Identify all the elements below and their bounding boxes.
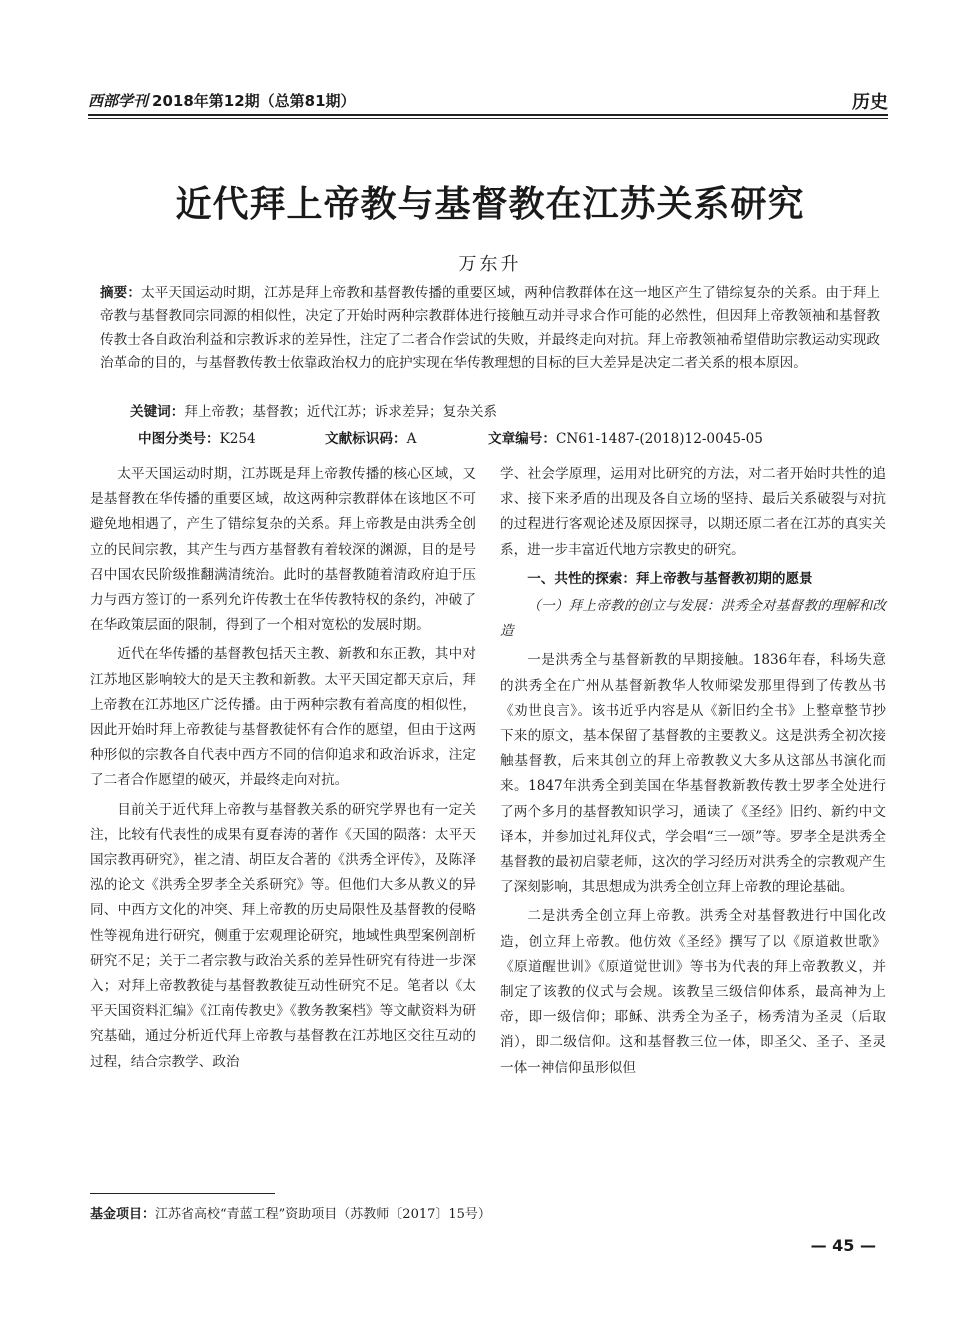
keywords-label: 关键词：	[130, 404, 185, 420]
body-right-column	[500, 462, 886, 1085]
section-heading: 一、共性的探索：拜上帝教与基督教初期的愿景	[527, 570, 813, 587]
body-paragraph: 一是洪秀全与基督新教的早期接触。1836年春，科场失意的洪秀全在广州从基督新教华人牧师梁发那里得到了传教丛书《劝世良言》。该书近乎内容是从《新旧约全书》上整章整节抄下来的原文，基本保留了基督教的主要教义。这是洪秀全初次接触基督教，后来其创立的拜上帝教教义大多从这部丛书演化而来。1847年洪秀全到美国在华基督教新教传教士罗孝全处进行了两个多月的基督教知识学习，通读了《圣经》旧约、新约中文译本，并参加过礼拜仪式，学会唱“三一颂”等。罗孝全是洪秀全基督教的最初启蒙老师，这次的学习经历对洪秀全的宗教观产生了深刻影响，其思想成为洪秀全创立拜上帝教的理论基础。	[500, 652, 886, 896]
abstract	[100, 282, 880, 375]
journal-name: 西部学刊	[88, 92, 149, 110]
running-header	[88, 84, 888, 116]
header-rule-thin	[88, 118, 888, 119]
article-author: 万东升	[458, 254, 522, 275]
doc-code-value: A	[406, 431, 417, 447]
clc-label: 中图分类号：	[138, 431, 220, 447]
body-paragraph: 二是洪秀全创立拜上帝教。洪秀全对基督教进行中国化改造，创立拜上帝教。他仿效《圣经》撰写了以《原道救世歌》《原道醒世训》《原道觉世训》等书为代表的拜上帝教教义，并制定了该教的仪式与会规。该教呈三级信仰体系，最高神为上帝，即一级信仰；耶稣、洪秀全为圣子，杨秀清为圣灵（后取消），即二级信仰。这和基督教三位一体，即圣父、圣子、圣灵一体一神信仰虽形似但	[500, 908, 886, 1076]
body-paragraph: 太平天国运动时期，江苏既是拜上帝教传播的核心区域，又是基督教在华传播的重要区域，故这两种宗教群体在该地区不可避免地相遇了，产生了错综复杂的关系。拜上帝教是由洪秀全创立的民间宗教，其产生与西方基督教有着较深的渊源，目的是号召中国农民阶级推翻满清统治。此时的基督教随着清政府迫于压力与西方签订的一系列允许传教士在华传教特权的条约，冲破了在华政策层面的限制，得到了一个相对宽松的发展时期。	[90, 466, 476, 634]
abstract-label: 摘要：	[100, 285, 142, 301]
page-number: — 45 —	[810, 1236, 876, 1255]
header-rule	[88, 114, 888, 116]
body-paragraph: 目前关于近代拜上帝教与基督教关系的研究学界也有一定关注，比较有代表性的成果有夏春涛的著作《天国的陨落：太平天国宗教再研究》，崔之清、胡臣友合著的《洪秀全评传》，及陈泽泓的论文《洪秀全罗孝全关系研究》等。但他们大多从教义的异同、中西方文化的冲突、拜上帝教的历史局限性及基督教的侵略性等视角进行研究，侧重于宏观理论研究，地域性典型案例剖析研究不足；关于二者宗教与政治关系的差异性研究有待进一步深入；对拜上帝教教徒与基督教教徒互动性研究不足。笔者以《太平天国资料汇编》《江南传教史》《教务教案档》等文献资料为研究基础，通过分析近代拜上帝教与基督教在江苏地区交往互动的过程，结合宗教学、政治	[90, 801, 476, 1070]
section-label: 历史	[852, 92, 888, 113]
article-number	[488, 427, 763, 447]
keywords	[130, 400, 497, 420]
journal-info	[88, 90, 356, 111]
keywords-text: 拜上帝教；基督教；近代江苏；诉求差异；复杂关系	[184, 404, 498, 420]
article-no-label: 文章编号：	[488, 431, 556, 447]
body-paragraph-continued: 学、社会学原理，运用对比研究的方法，对二者开始时共性的追求、接下来矛盾的出现及各自立场的坚持、最后关系破裂与对抗的过程进行客观论述及原因探寻，以期还原二者在江苏的真实关系，进一步丰富近代地方宗教史的研究。	[500, 466, 886, 558]
body-left-column	[90, 462, 476, 1079]
article-title: 近代拜上帝教与基督教在江苏关系研究	[175, 184, 805, 225]
footnote-text: 江苏省高校“青蓝工程”资助项目（苏教师〔2017〕15号）	[155, 1207, 491, 1222]
footnote-rule	[90, 1193, 275, 1194]
footnote	[90, 1203, 491, 1222]
article-no-value: CN61-1487-(2018)12-0045-05	[555, 431, 763, 447]
subsection-heading: （一）拜上帝教的创立与发展：洪秀全对基督教的理解和改造	[500, 598, 886, 640]
doc-code-label: 文献标识码：	[325, 431, 407, 447]
abstract-text: 太平天国运动时期，江苏是拜上帝教和基督教传播的重要区域，两种信教群体在这一地区产生了错综复杂的关系。由于拜上帝教与基督教同宗同源的相似性，决定了开始时两种宗教群体进行接触互动并寻求合作可能的必然性，但因拜上帝教领袖和基督教传教士各自政治利益和宗教诉求的差异性，注定了二者合作尝试的失败，并最终走向对抗。拜上帝教领袖希望借助宗教运动实现政治革命的目的，与基督教传教士依靠政治权力的庇护实现在华传教理想的目标的巨大差异是决定二者关系的根本原因。	[100, 285, 881, 371]
footnote-label: 基金项目：	[90, 1207, 156, 1222]
journal-issue: 2018年第12期（总第81期）	[152, 92, 356, 110]
document-code	[325, 427, 416, 447]
clc-value: K254	[219, 431, 256, 447]
body-paragraph: 近代在华传播的基督教包括天主教、新教和东正教，其中对江苏地区影响较大的是天主教和新教。太平天国定都天京后，拜上帝教在江苏地区广泛传播。由于两种宗教有着高度的相似性，因此开始时拜上帝教徒与基督教徒怀有合作的愿望，但由于这两种形似的宗教各自代表中西方不同的信仰追求和政治诉求，注定了二者合作愿望的破灭，并最终走向对抗。	[90, 646, 476, 789]
clc-number	[138, 427, 256, 447]
